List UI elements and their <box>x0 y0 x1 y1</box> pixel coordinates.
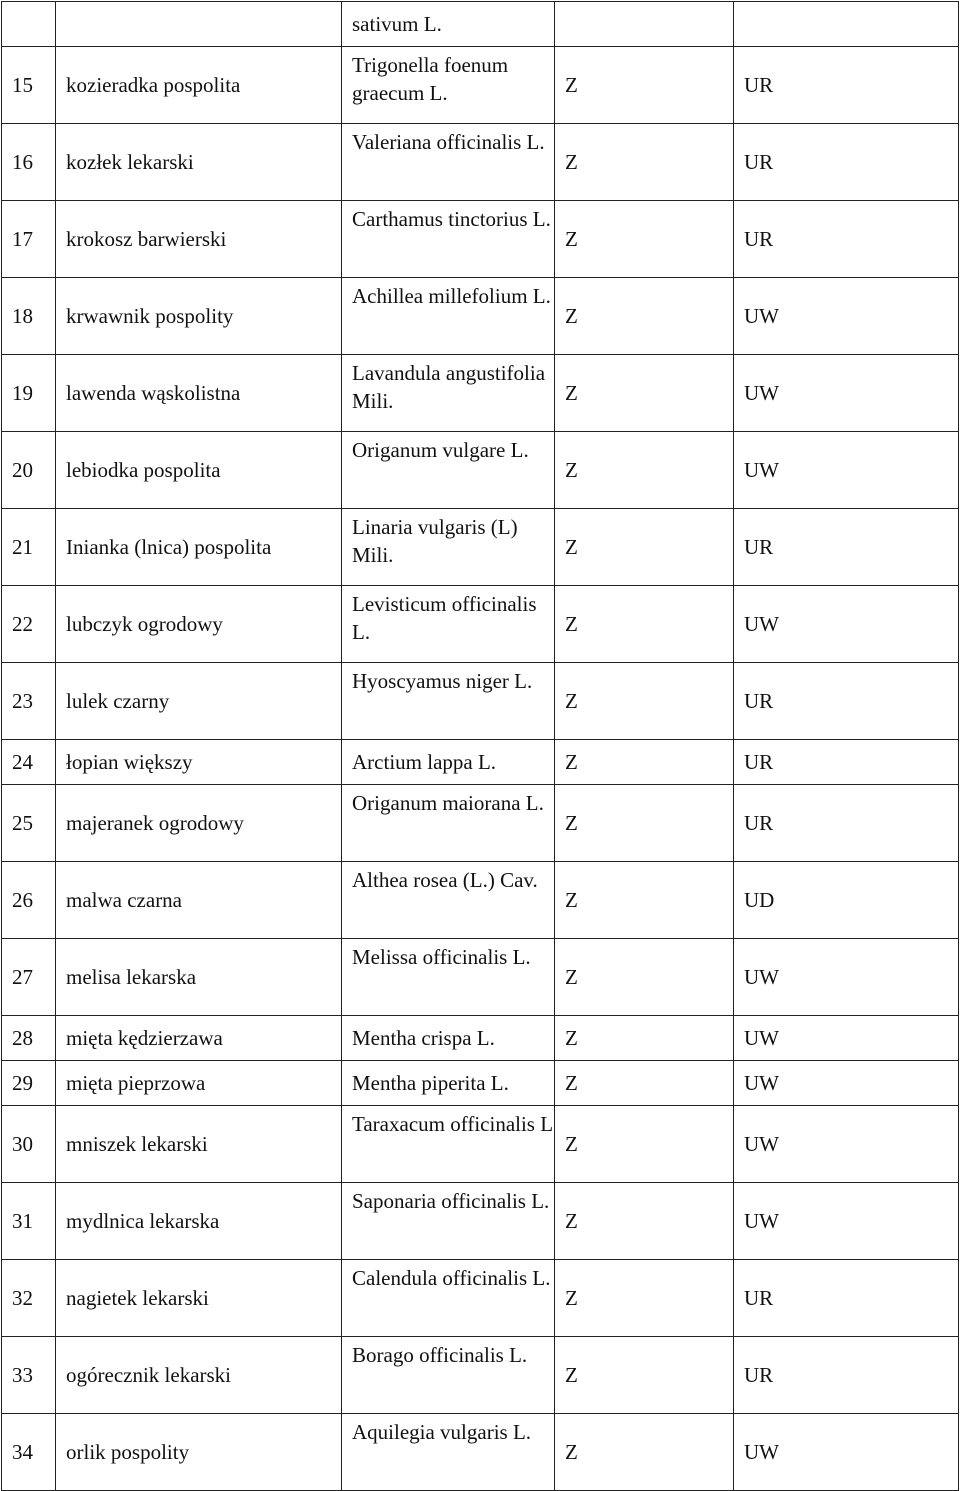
latin-name-cell: Saponaria officinalis L. <box>342 1183 555 1260</box>
row-number-cell: 24 <box>2 740 56 785</box>
latin-name-cell: Carthamus tinctorius L. <box>342 201 555 278</box>
table-row <box>2 124 959 201</box>
latin-name-cell: Mentha crispa L. <box>342 1016 555 1061</box>
polish-name-cell: nagietek lekarski <box>56 1260 342 1337</box>
z-marker-cell: Z <box>555 47 734 124</box>
row-number-cell: 16 <box>2 124 56 201</box>
z-marker-cell: Z <box>555 663 734 740</box>
polish-name-cell: mniszek lekarski <box>56 1106 342 1183</box>
table-row <box>2 201 959 278</box>
z-marker-cell: Z <box>555 1337 734 1414</box>
row-number-cell: 29 <box>2 1061 56 1106</box>
polish-name-cell: malwa czarna <box>56 862 342 939</box>
row-number-cell: 23 <box>2 663 56 740</box>
usage-code-cell: UR <box>734 47 959 124</box>
latin-name-cell: Taraxacum officinalis L <box>342 1106 555 1183</box>
latin-name-cell: Borago officinalis L. <box>342 1337 555 1414</box>
usage-code-cell: UW <box>734 1183 959 1260</box>
latin-name-cell: Levisticum officinalis L. <box>342 586 555 663</box>
usage-code-cell: UR <box>734 1260 959 1337</box>
row-number-cell: 20 <box>2 432 56 509</box>
latin-name-cell: Valeriana officinalis L. <box>342 124 555 201</box>
z-marker-cell: Z <box>555 355 734 432</box>
usage-code-cell: UR <box>734 785 959 862</box>
latin-name-cell: Origanum vulgare L. <box>342 432 555 509</box>
table-row <box>2 47 959 124</box>
z-marker-cell: Z <box>555 1016 734 1061</box>
latin-name-cell: Origanum maiorana L. <box>342 785 555 862</box>
polish-name-cell: mydlnica lekarska <box>56 1183 342 1260</box>
polish-name-cell: orlik pospolity <box>56 1414 342 1491</box>
row-number-cell: 17 <box>2 201 56 278</box>
row-number-cell: 27 <box>2 939 56 1016</box>
polish-name-cell: Inianka (lnica) pospolita <box>56 509 342 586</box>
latin-name-cell: Melissa officinalis L. <box>342 939 555 1016</box>
usage-code-cell: UW <box>734 432 959 509</box>
table-row <box>2 1337 959 1414</box>
polish-name-cell <box>56 2 342 47</box>
table-row <box>2 1414 959 1491</box>
row-number-cell: 18 <box>2 278 56 355</box>
table-row <box>2 939 959 1016</box>
polish-name-cell: kozłek lekarski <box>56 124 342 201</box>
latin-name-cell: Althea rosea (L.) Cav. <box>342 862 555 939</box>
table-row <box>2 740 959 785</box>
usage-code-cell: UR <box>734 1337 959 1414</box>
usage-code-cell: UR <box>734 509 959 586</box>
table-row <box>2 1260 959 1337</box>
polish-name-cell: mięta pieprzowa <box>56 1061 342 1106</box>
usage-code-cell: UW <box>734 1106 959 1183</box>
usage-code-cell: UR <box>734 201 959 278</box>
z-marker-cell: Z <box>555 278 734 355</box>
row-number-cell: 28 <box>2 1016 56 1061</box>
usage-code-cell: UW <box>734 939 959 1016</box>
latin-name-cell: Linaria vulgaris (L) Mili. <box>342 509 555 586</box>
table-row <box>2 1061 959 1106</box>
latin-name-cell: Calendula officinalis L. <box>342 1260 555 1337</box>
usage-code-cell: UW <box>734 586 959 663</box>
latin-name-cell: Achillea millefolium L. <box>342 278 555 355</box>
row-number-cell: 30 <box>2 1106 56 1183</box>
polish-name-cell: krokosz barwierski <box>56 201 342 278</box>
polish-name-cell: łopian większy <box>56 740 342 785</box>
latin-name-cell: Mentha piperita L. <box>342 1061 555 1106</box>
polish-name-cell: lawenda wąskolistna <box>56 355 342 432</box>
table-row <box>2 663 959 740</box>
row-number-cell: 31 <box>2 1183 56 1260</box>
polish-name-cell: lebiodka pospolita <box>56 432 342 509</box>
usage-code-cell <box>734 2 959 47</box>
row-number-cell: 33 <box>2 1337 56 1414</box>
z-marker-cell: Z <box>555 939 734 1016</box>
table-row <box>2 1016 959 1061</box>
table-row <box>2 432 959 509</box>
usage-code-cell: UW <box>734 355 959 432</box>
herb-table <box>1 1 959 1491</box>
table-body <box>2 2 959 1491</box>
polish-name-cell: mięta kędzierzawa <box>56 1016 342 1061</box>
latin-name-cell: Aquilegia vulgaris L. <box>342 1414 555 1491</box>
polish-name-cell: ogórecznik lekarski <box>56 1337 342 1414</box>
z-marker-cell: Z <box>555 1260 734 1337</box>
z-marker-cell: Z <box>555 862 734 939</box>
row-number-cell: 34 <box>2 1414 56 1491</box>
table-row <box>2 1106 959 1183</box>
polish-name-cell: lubczyk ogrodowy <box>56 586 342 663</box>
row-number-cell: 26 <box>2 862 56 939</box>
usage-code-cell: UW <box>734 1414 959 1491</box>
polish-name-cell: melisa lekarska <box>56 939 342 1016</box>
row-number-cell: 32 <box>2 1260 56 1337</box>
row-number-cell <box>2 2 56 47</box>
table-row <box>2 355 959 432</box>
usage-code-cell: UR <box>734 124 959 201</box>
usage-code-cell: UD <box>734 862 959 939</box>
row-number-cell: 25 <box>2 785 56 862</box>
z-marker-cell: Z <box>555 1106 734 1183</box>
z-marker-cell: Z <box>555 1414 734 1491</box>
z-marker-cell: Z <box>555 124 734 201</box>
z-marker-cell <box>555 2 734 47</box>
usage-code-cell: UW <box>734 1016 959 1061</box>
row-number-cell: 21 <box>2 509 56 586</box>
z-marker-cell: Z <box>555 785 734 862</box>
polish-name-cell: lulek czarny <box>56 663 342 740</box>
latin-name-cell: Trigonella foenum graecum L. <box>342 47 555 124</box>
table-row <box>2 2 959 47</box>
usage-code-cell: UW <box>734 278 959 355</box>
table-row <box>2 1183 959 1260</box>
z-marker-cell: Z <box>555 432 734 509</box>
z-marker-cell: Z <box>555 1061 734 1106</box>
table-row <box>2 509 959 586</box>
table-row <box>2 785 959 862</box>
z-marker-cell: Z <box>555 1183 734 1260</box>
table-row <box>2 586 959 663</box>
z-marker-cell: Z <box>555 509 734 586</box>
table-row <box>2 862 959 939</box>
row-number-cell: 22 <box>2 586 56 663</box>
polish-name-cell: kozieradka pospolita <box>56 47 342 124</box>
polish-name-cell: majeranek ogrodowy <box>56 785 342 862</box>
latin-name-cell: sativum L. <box>342 2 555 47</box>
polish-name-cell: krwawnik pospolity <box>56 278 342 355</box>
row-number-cell: 19 <box>2 355 56 432</box>
usage-code-cell: UW <box>734 1061 959 1106</box>
latin-name-cell: Hyoscyamus niger L. <box>342 663 555 740</box>
z-marker-cell: Z <box>555 740 734 785</box>
latin-name-cell: Arctium lappa L. <box>342 740 555 785</box>
latin-name-cell: Lavandula angustifolia Mili. <box>342 355 555 432</box>
usage-code-cell: UR <box>734 663 959 740</box>
table-row <box>2 278 959 355</box>
z-marker-cell: Z <box>555 586 734 663</box>
usage-code-cell: UR <box>734 740 959 785</box>
z-marker-cell: Z <box>555 201 734 278</box>
row-number-cell: 15 <box>2 47 56 124</box>
